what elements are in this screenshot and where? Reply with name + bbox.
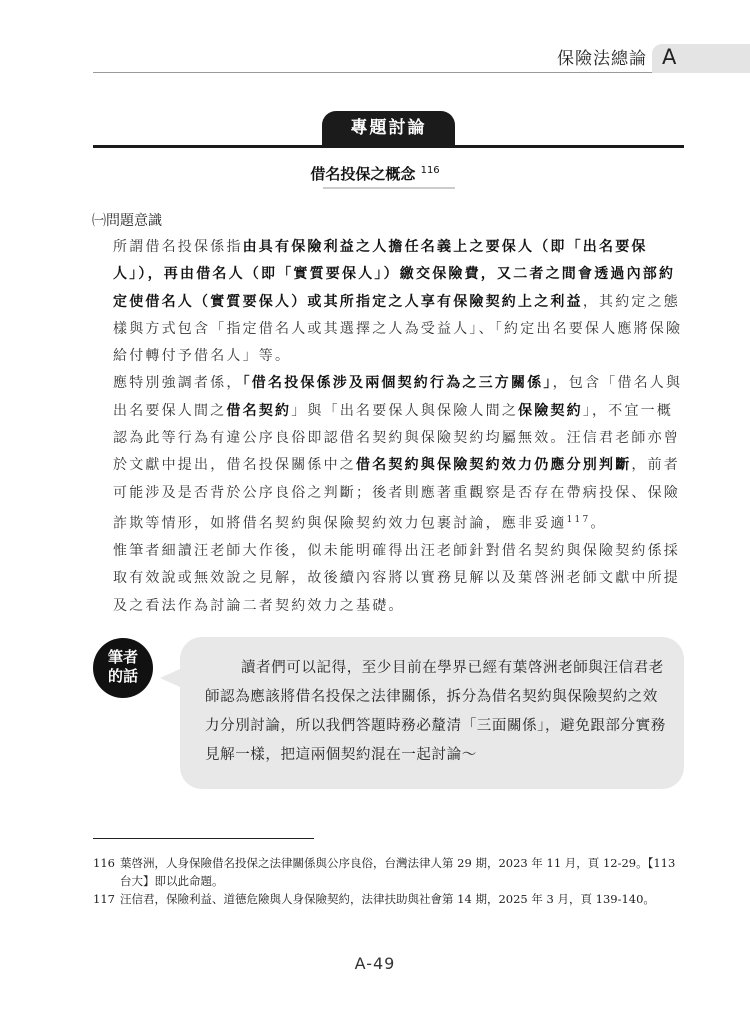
emphasis: 由具有保險利益之人擔任名義上之要保人（即「出名要保人」），再由借名人（即「實質要保人」）繳交保險費，又二者之間會透過內部約定使借名人（實質要保人）或其所指定之人享有保險契約上之利益 bbox=[113, 239, 676, 310]
paragraph-2: 應特別強調者係，「借名投保係涉及兩個契約行為之三方關係」，包含「借名人與出名要保人間之借名契約」與「出名要保人與保險人間之保險契約」，不宜一概認為此等行為有違公序良俗即認借名契約與保險契約均屬無效。汪信君老師亦曾於文獻中提出，借名投保關係中之借名契約與保險契約效力仍應分別判斷，前者可能涉及是否背於公序良俗之判斷；後者則應著重觀察是否存在帶病投保、保險詐欺等情形，如將借名契約與保險契約效力包裹討論，應非妥適$^{117}$。 bbox=[113, 375, 683, 532]
footnote-text: 葉啓洲，人身保險借名投保之法律關係與公序良俗，台灣法律人第 29 期，2023 年 11 月，頁 12-29。【113 台大】即以此命題。 bbox=[120, 856, 676, 888]
emphasis: 「借名投保係涉及兩個契約行為之三方關係」 bbox=[242, 375, 553, 392]
running-header-title: 保險法總論 bbox=[557, 49, 647, 69]
footnote-number: 117 bbox=[93, 892, 115, 906]
footnote-116 bbox=[93, 854, 685, 890]
emphasis: 借名契約與保險契約效力仍應分別判斷 bbox=[356, 457, 632, 474]
footnote-ref-117[interactable]: 117 bbox=[566, 514, 591, 525]
emphasis: 借名契約 bbox=[226, 402, 292, 419]
footnote-number: 116 bbox=[93, 856, 115, 870]
paragraph-3: 惟筆者細讀汪老師大作後，似未能明確得出汪老師針對借名契約與保險契約係採取有效說或無效說之見解，故後續內容將以實務見解以及葉啓洲老師文獻中所提及之看法作為討論二者契約效力之基礎。 bbox=[113, 542, 680, 614]
body-text bbox=[113, 234, 685, 620]
footnotes bbox=[93, 854, 685, 908]
paragraph-1: 所謂借名投保係指由具有保險利益之人擔任名義上之要保人（即「出名要保人」），再由借名人（即「實質要保人」）繳交保險費，又二者之間會透過內部約定使借名人（實質要保人）或其所指定之人享有保險契約上之利益，其約定之態樣與方式包含「指定借名人或其選擇之人為受益人」、「約定出名要保人應將保險給付轉付予借名人」等。 bbox=[113, 239, 683, 365]
footnote-divider bbox=[93, 838, 314, 839]
footnote-ref-116[interactable]: 116 bbox=[420, 165, 440, 176]
subtitle-text: 借名投保之概念 bbox=[310, 165, 416, 183]
badge-line-2: 的話 bbox=[107, 667, 138, 685]
section-heading: ㈠問題意識 bbox=[92, 213, 162, 229]
emphasis: 保險契約 bbox=[518, 402, 583, 419]
topic-badge: 專題討論 bbox=[322, 111, 455, 145]
header-divider bbox=[93, 72, 652, 73]
author-note-text: 讀者們可以記得，至少目前在學界已經有葉啓洲老師與汪信君老師認為應該將借名投保之法律關係，拆分為借名契約與保險契約之效力分別討論，所以我們答題時務必釐清「三面關係」，避免跟部分實務見解一樣，把這兩個契約混在一起討論～ bbox=[205, 660, 666, 763]
badge-line-1: 筆者 bbox=[107, 648, 138, 666]
speech-bubble-tail bbox=[160, 668, 182, 688]
chapter-tab-letter: A bbox=[662, 45, 677, 69]
page-number: A-49 bbox=[354, 954, 396, 973]
footnote-text: 汪信君，保險利益、道德危險與人身保險契約，法律扶助與社會第 14 期，2025 年 3 月，頁 139-140。 bbox=[120, 892, 655, 906]
topic-rule bbox=[93, 145, 684, 148]
author-note-badge bbox=[93, 638, 153, 698]
subtitle-underline bbox=[323, 187, 455, 189]
topic-subtitle bbox=[0, 163, 750, 184]
footnote-117 bbox=[93, 890, 685, 908]
chapter-tab bbox=[652, 44, 750, 73]
